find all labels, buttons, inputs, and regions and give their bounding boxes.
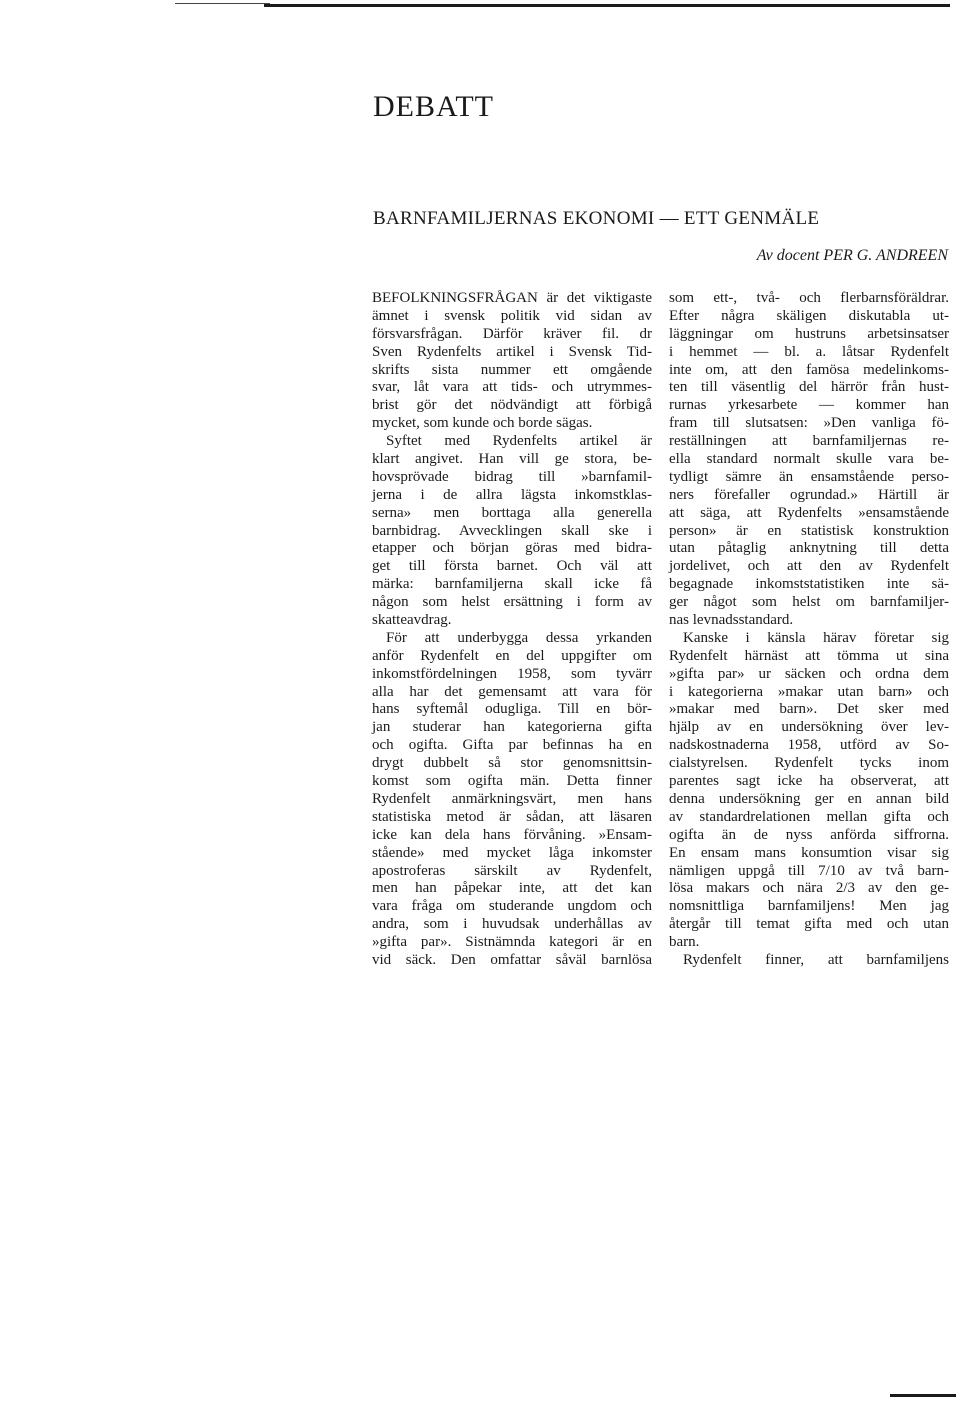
- article-title: BARNFAMILJERNAS EKONOMI — ETT GENMÄLE: [373, 208, 820, 229]
- text-line: Rydenfelt anmärkningsvärt, men hans: [372, 790, 652, 807]
- text-line: klart angivet. Han vill ge stora, be-: [372, 451, 652, 468]
- text-line: BEFOLKNINGSFRÅGAN är det viktigaste: [372, 290, 652, 306]
- text-line: och ogifta. Gifta par befinnas ha en: [372, 737, 652, 754]
- text-line: skrifts sista nummer ett omgående: [372, 361, 652, 378]
- text-line: andra, som i huvudsak underhållas av: [372, 916, 652, 933]
- text-line: »makar med barn». Det sker med: [669, 701, 949, 718]
- text-line: inkomstfördelningen 1958, som tyvärr: [372, 665, 652, 682]
- text-line: ners förefaller ogrundad.» Härtill är: [669, 486, 949, 503]
- text-line: ogifta än de nyss anförda siffrorna.: [669, 826, 949, 843]
- text-line: jordelivet, och att den av Rydenfelt: [669, 558, 949, 575]
- text-line: vid säck. Den omfattar såväl barnlösa: [372, 951, 652, 968]
- text-line: men han påpekar inte, att det kan: [372, 880, 652, 897]
- text-line: utan påtaglig anknytning till detta: [669, 540, 949, 557]
- text-line: Syftet med Rydenfelts artikel är: [386, 433, 652, 450]
- text-line: svar, låt vara att tids- och utrymmes-: [372, 379, 652, 396]
- text-line: En ensam mans konsumtion visar sig: [669, 844, 949, 861]
- header-thin-rule: [175, 3, 270, 4]
- text-line: nämligen uppgå till 7/10 av två barn-: [669, 862, 949, 879]
- text-line: barnbidrag. Avvecklingen skall ske i: [372, 522, 652, 539]
- text-line: denna undersökning ger en annan bild: [669, 790, 949, 807]
- text-line: hovsprövade bidrag till »barnfamil-: [372, 468, 652, 485]
- text-line: av standardrelationen mellan gifta och: [669, 808, 949, 825]
- text-line: »gifta par» ur säcken och ordna dem: [669, 665, 949, 682]
- text-line: person» är en statistisk konstruktion: [669, 522, 949, 539]
- text-line: fram till slutsatsen: »Den vanliga fö-: [669, 415, 949, 432]
- text-line: »gifta par». Sistnämnda kategori är en: [372, 934, 652, 951]
- text-line: Efter några skäligen diskutabla ut-: [669, 307, 949, 324]
- text-line: Rydenfelt finner, att barnfamiljens: [683, 951, 949, 968]
- text-line: hans syftemål odugliga. Till en bör-: [372, 701, 652, 718]
- section-title: DEBATT: [373, 90, 494, 123]
- text-line: mycket, som kunde och borde sägas.: [372, 415, 593, 432]
- text-line: För att underbygga dessa yrkanden: [386, 629, 652, 646]
- text-line: skatteavdrag.: [372, 612, 452, 629]
- text-line: hjälp av en undersökning över lev-: [669, 719, 949, 736]
- text-line: barn.: [669, 934, 700, 951]
- text-line: reställningen att barnfamiljernas re-: [669, 433, 949, 450]
- text-line: nadskostnaderna 1958, utförd av So-: [669, 737, 949, 754]
- text-line: apostroferas särskilt av Rydenfelt,: [372, 862, 652, 879]
- text-line: ämnet i svensk politik vid sidan av: [372, 307, 652, 324]
- text-line: Sven Rydenfelts artikel i Svensk Tid-: [372, 343, 652, 360]
- text-line: statistiska metod är sådan, att läsaren: [372, 808, 652, 825]
- text-line: märka: barnfamiljerna skall icke få: [372, 576, 652, 593]
- text-line: tydligt sämre än ensamstående perso-: [669, 468, 949, 485]
- text-line: jan studerar han kategorierna gifta: [372, 719, 652, 736]
- text-line: icke kan dela hans förvåning. »Ensam-: [372, 826, 652, 843]
- text-line: komst som ogifta män. Detta finner: [372, 773, 652, 790]
- text-line: nomsnittliga barnfamiljens! Men jag: [669, 898, 949, 915]
- text-line: stående» med mycket låga inkomster: [372, 844, 652, 861]
- text-line: Rydenfelt härnäst att tömma ut sina: [669, 647, 949, 664]
- text-line: återgår till temat gifta med och utan: [669, 916, 949, 933]
- text-line: någon som helst ersättning i form av: [372, 594, 652, 611]
- text-line: ella standard normalt skulle vara be-: [669, 451, 949, 468]
- text-line: som ett-, två- och flerbarnsföräldrar.: [669, 290, 949, 306]
- left-column: [372, 290, 652, 970]
- text-line: rurnas yrkesarbete — kommer han: [669, 397, 949, 414]
- text-line: serna» men borttaga alla generella: [372, 504, 652, 521]
- text-line: alla har det gemensamt att vara för: [372, 683, 652, 700]
- text-line: att säga, att Rydenfelts »ensamstående: [669, 504, 949, 521]
- right-column: [669, 290, 949, 970]
- text-line: nas levnadsstandard.: [669, 612, 794, 629]
- text-line: brist gör det nödvändigt att förbigå: [372, 397, 652, 414]
- text-line: i hemmet — bl. a. låtsar Rydenfelt: [669, 343, 949, 360]
- text-line: ger något som helst om barnfamiljer-: [669, 594, 949, 611]
- footer-rule: [890, 1394, 956, 1397]
- text-line: parentes sagt icke ha observerat, att: [669, 773, 949, 790]
- text-line: drygt dubbelt så stor genomsnittsin-: [372, 755, 652, 772]
- byline: Av docent PER G. ANDREEN: [756, 247, 948, 264]
- text-line: i kategorierna »makar utan barn» och: [669, 683, 949, 700]
- text-line: Kanske i känsla härav företar sig: [683, 629, 949, 646]
- text-line: cialstyrelsen. Rydenfelt tycks inom: [669, 755, 949, 772]
- text-line: etapper och början göras med bidra-: [372, 540, 652, 557]
- text-line: lösa makars och nära 2/3 av den ge-: [669, 880, 949, 897]
- text-line: försvarsfrågan. Därför kräver fil. dr: [372, 325, 652, 342]
- text-line: läggningar om hustruns arbetsinsatser: [669, 325, 949, 342]
- text-line: anför Rydenfelt en del uppgifter om: [372, 647, 652, 664]
- header-rule: [264, 4, 950, 7]
- text-line: ten till väsentlig del härrör från hust-: [669, 379, 949, 396]
- text-line: jerna i de allra lägsta inkomstklas-: [372, 486, 652, 503]
- text-line: get till första barnet. Och väl att: [372, 558, 652, 575]
- text-line: inte om, att den famösa medelinkoms-: [669, 361, 949, 378]
- text-line: vara fråga om studerande ungdom och: [372, 898, 652, 915]
- text-line: begagnade inkomststatistiken inte sä-: [669, 576, 949, 593]
